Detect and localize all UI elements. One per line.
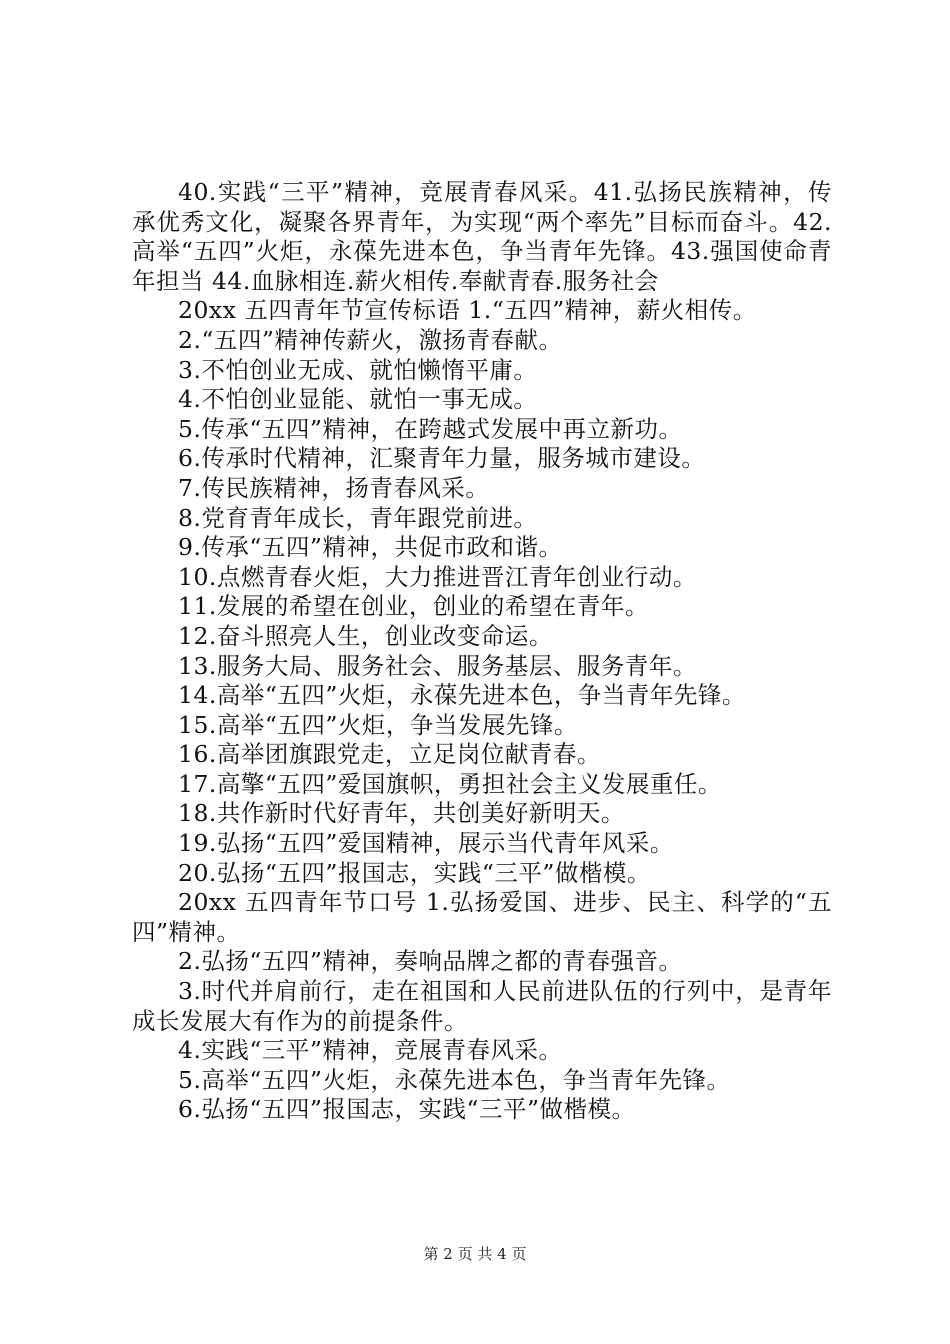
paragraph: 18.共作新时代好青年，共创美好新明天。 <box>178 799 625 828</box>
paragraph: 2.弘扬“五四”精神，奏响品牌之都的青春强音。 <box>178 947 683 976</box>
paragraph: 16.高举团旗跟党走，立足岗位献青春。 <box>178 740 601 769</box>
paragraph: 10.点燃青春火炬，大力推进晋江青年创业行动。 <box>178 562 697 591</box>
paragraph: 9.传承“五四”精神，共促市政和谐。 <box>178 533 563 562</box>
document-body <box>132 178 832 1125</box>
paragraph: 4.不怕创业显能、就怕一事无成。 <box>178 385 538 414</box>
paragraph: 15.高举“五四”火炬，争当发展先锋。 <box>178 710 578 739</box>
paragraph: 8.党育青年成长，青年跟党前进。 <box>178 503 538 532</box>
paragraph: 4.实践“三平”精神，竞展青春风采。 <box>178 1036 563 1065</box>
paragraph: 3.不怕创业无成、就怕懒惰平庸。 <box>178 355 538 384</box>
paragraph: 7.传民族精神，扬青春风采。 <box>178 473 490 502</box>
paragraph: 20.弘扬“五四”报国志，实践“三平”做楷模。 <box>178 858 651 887</box>
paragraph: 11.发展的希望在创业，创业的希望在青年。 <box>178 592 649 621</box>
paragraph: 12.奋斗照亮人生，创业改变命运。 <box>178 621 553 650</box>
paragraph: 20xx 五四青年节口号 1.弘扬爱国、进步、民主、科学的“五四”精神。 <box>132 888 832 946</box>
paragraph: 3.时代并肩前行，走在祖国和人民前进队伍的行列中，是青年成长发展大有作为的前提条件。 <box>132 977 832 1035</box>
paragraph: 2.“五四”精神传薪火，激扬青春献。 <box>178 325 563 354</box>
paragraph: 5.高举“五四”火炬，永葆先进本色，争当青年先锋。 <box>178 1065 731 1094</box>
paragraph: 19.弘扬“五四”爱国精神，展示当代青年风采。 <box>178 829 674 858</box>
paragraph: 6.弘扬“五四”报国志，实践“三平”做楷模。 <box>178 1095 636 1124</box>
paragraph: 5.传承“五四”精神，在跨越式发展中再立新功。 <box>178 414 683 443</box>
paragraph: 40.实践“三平”精神，竞展青春风采。41.弘扬民族精神，传承优秀文化，凝聚各界青年，为实现“两个率先”目标而奋斗。42.高举“五四”火炬，永葆先进本色，争当青年先锋。43.强国使命青年担当 44.血脉相连.薪火相传.奉献青春.服务社会 <box>132 178 832 295</box>
paragraph: 13.服务大局、服务社会、服务基层、服务青年。 <box>178 651 697 680</box>
paragraph: 20xx 五四青年节宣传标语 1.“五四”精神，薪火相传。 <box>178 296 757 325</box>
paragraph: 14.高举“五四”火炬，永葆先进本色，争当青年先锋。 <box>178 681 746 710</box>
page-footer: 第 2 页 共 4 页 <box>423 1245 527 1263</box>
paragraph: 6.传承时代精神，汇聚青年力量，服务城市建设。 <box>178 444 706 473</box>
paragraph: 17.高擎“五四”爱国旗帜，勇担社会主义发展重任。 <box>178 769 722 798</box>
